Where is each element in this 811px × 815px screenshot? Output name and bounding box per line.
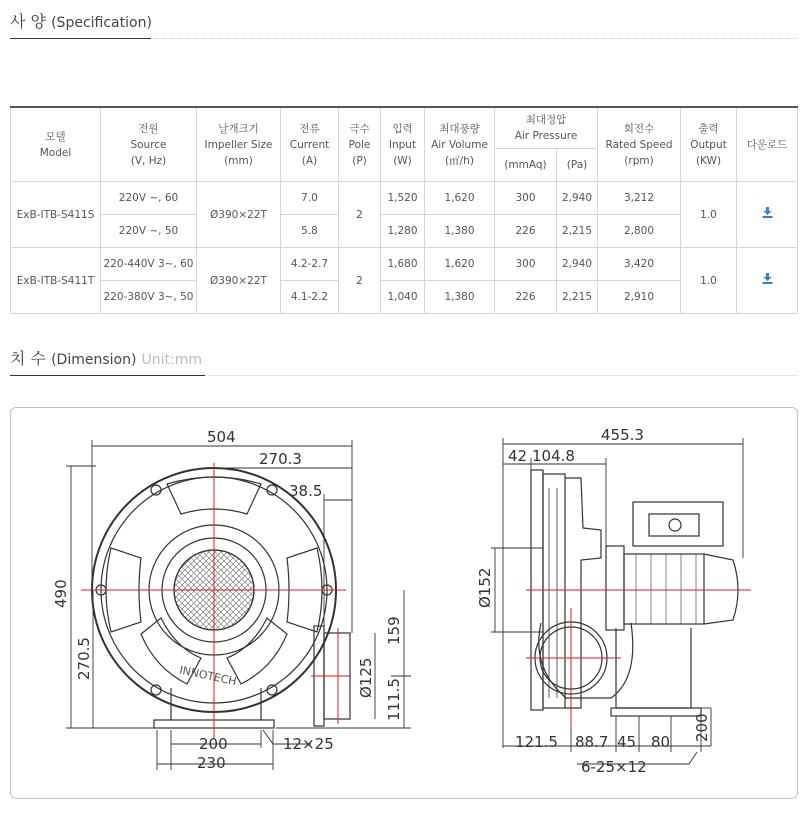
cell-model: ExB-ITB-S411S: [11, 182, 101, 248]
download-button-s411t[interactable]: [737, 248, 798, 314]
cell-mmaq: 300: [495, 248, 557, 281]
cell-source: 220V ~, 50: [101, 215, 197, 248]
dim-front-outlet-upper: 159: [385, 616, 403, 645]
cell-air-volume: 1,380: [425, 281, 495, 314]
th-pole: 극수 Pole (P): [339, 107, 381, 182]
spec-section-title: [10, 9, 152, 32]
cell-input: 1,520: [381, 182, 425, 215]
cell-rpm: 3,212: [598, 182, 681, 215]
cell-pa: 2,215: [557, 215, 598, 248]
download-icon[interactable]: [762, 207, 773, 218]
dim-title-ko: 치 수: [10, 349, 46, 368]
cell-current: 5.8: [281, 215, 339, 248]
cell-pa: 2,215: [557, 281, 598, 314]
th-source: 전원 Source (V, Hz): [101, 107, 197, 182]
download-icon[interactable]: [762, 273, 773, 284]
dim-front-outlet-dia: Ø125: [357, 657, 375, 698]
dim-front-center-height: 270.5: [75, 637, 93, 680]
th-mmaq: (mmAq): [495, 149, 557, 182]
dim-side-e: 45: [617, 733, 637, 751]
cell-input: 1,040: [381, 281, 425, 314]
dim-front-base-inner: 200: [199, 735, 228, 753]
dim-side-length: 455.3: [601, 426, 644, 444]
cell-pole: 2: [339, 248, 381, 314]
cell-pole: 2: [339, 182, 381, 248]
cell-mmaq: 226: [495, 215, 557, 248]
dim-side-c: 121.5: [515, 733, 558, 751]
dim-title-en: (Dimension): [51, 352, 137, 368]
th-air-pressure: 최대정압 Air Pressure: [495, 107, 598, 149]
cell-model: ExB-ITB-S411T: [11, 248, 101, 314]
cell-source: 220-380V 3~, 50: [101, 281, 197, 314]
table-row: [11, 215, 798, 248]
cell-source: 220-440V 3~, 60: [101, 248, 197, 281]
dim-side-holes: 6-25×12: [581, 758, 647, 776]
dim-front-outlet-lower: 111.5: [385, 678, 403, 721]
th-output: 출력 Output (KW): [681, 107, 737, 182]
th-current: 전류 Current (A): [281, 107, 339, 182]
dim-unit: Unit:mm: [141, 352, 203, 368]
dim-section-title: [10, 346, 202, 369]
download-button-s411s[interactable]: [737, 182, 798, 248]
cell-output: 1.0: [681, 182, 737, 248]
th-model: 모델 Model: [11, 107, 101, 182]
th-air-volume: 최대풍량 Air Volume (㎥/h): [425, 107, 495, 182]
front-view: [92, 468, 350, 728]
dim-front-half-width: 270.3: [259, 450, 302, 468]
dim-side-height: 200: [693, 713, 711, 742]
spec-title-rule: [10, 38, 797, 39]
table-row: [11, 281, 798, 314]
spec-title-en: (Specification): [51, 15, 152, 31]
cell-rpm: 3,420: [598, 248, 681, 281]
cell-mmaq: 300: [495, 182, 557, 215]
th-impeller: 날개크기 Impeller Size (mm): [197, 107, 281, 182]
cell-input: 1,680: [381, 248, 425, 281]
dim-front-width: 504: [207, 428, 236, 446]
dim-side-d: 88.7: [575, 733, 609, 751]
cell-rpm: 2,910: [598, 281, 681, 314]
dim-front-height: 490: [52, 579, 70, 608]
dim-front-outlet-offset: 38.5: [289, 482, 323, 500]
cell-current: 4.2-2.7: [281, 248, 339, 281]
cell-rpm: 2,800: [598, 215, 681, 248]
cell-impeller: Ø390×22T: [197, 248, 281, 314]
front-logo-text: INNOTECH: [178, 663, 238, 689]
dimension-drawing: [10, 407, 798, 799]
side-centerlines: [526, 590, 751, 728]
dim-front-hole: 12×25: [283, 735, 334, 753]
cell-input: 1,280: [381, 215, 425, 248]
table-row: [11, 182, 798, 215]
cell-source: 220V ~, 60: [101, 182, 197, 215]
cell-pa: 2,940: [557, 182, 598, 215]
side-view: [531, 470, 738, 716]
cell-current: 7.0: [281, 182, 339, 215]
th-pa: (Pa): [557, 149, 598, 182]
th-download: 다운로드: [737, 107, 798, 182]
cell-air-volume: 1,620: [425, 248, 495, 281]
dim-side-b: 104.8: [532, 447, 575, 465]
cell-current: 4.1-2.2: [281, 281, 339, 314]
cell-air-volume: 1,380: [425, 215, 495, 248]
th-speed: 회전수 Rated Speed (rpm): [598, 107, 681, 182]
cell-air-volume: 1,620: [425, 182, 495, 215]
spec-title-ko: 사 양: [10, 12, 46, 31]
dim-title-rule: [10, 375, 797, 376]
cell-pa: 2,940: [557, 248, 598, 281]
drawing-svg: [11, 408, 797, 798]
th-input: 입력 Input (W): [381, 107, 425, 182]
dim-side-f: 80: [651, 733, 671, 751]
cell-output: 1.0: [681, 248, 737, 314]
table-row: [11, 248, 798, 281]
dim-side-a: 42: [508, 447, 528, 465]
dim-side-inlet-dia: Ø152: [476, 567, 494, 608]
spec-table: [10, 106, 798, 314]
cell-mmaq: 226: [495, 281, 557, 314]
cell-impeller: Ø390×22T: [197, 182, 281, 248]
dim-front-base-outer: 230: [197, 754, 226, 772]
